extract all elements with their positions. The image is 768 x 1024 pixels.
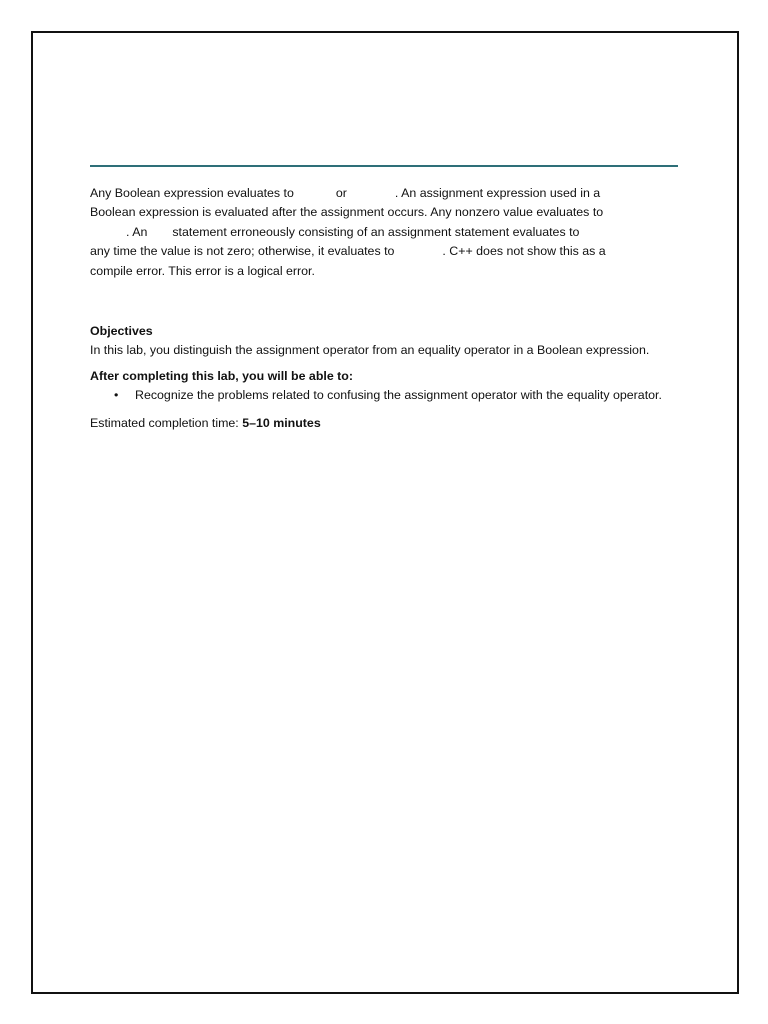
list-item-text: Recognize the problems related to confusing the assignment operator with the equality operator. [135, 388, 662, 403]
objectives-text: In this lab, you distinguish the assignment operator from an equality operator in a Boolean expression. [90, 343, 650, 358]
intro-text: . An [126, 224, 148, 239]
outcomes-heading: After completing this lab, you will be able to: [90, 368, 353, 383]
intro-line-1 [90, 184, 678, 203]
intro-line-5: compile error. This error is a logical error. [90, 263, 315, 278]
intro-text: or [335, 186, 347, 200]
estimated-time-value: 5–10 minutes [242, 415, 321, 430]
objectives-heading: Objectives [90, 323, 153, 338]
outcomes-section [90, 367, 678, 406]
intro-text: any time the value is not zero; otherwise, it evaluates to [90, 244, 395, 259]
intro-line-2: Boolean expression is evaluated after the assignment occurs. Any nonzero value evaluates to [90, 205, 604, 220]
estimated-time [90, 414, 678, 433]
bullet-icon: • [114, 388, 119, 403]
estimated-time-label: Estimated completion time: [90, 415, 243, 430]
intro-line-4 [90, 242, 678, 261]
intro-text: . C++ does not show this as a [442, 244, 606, 259]
list-item [90, 386, 678, 405]
header-rule [90, 165, 678, 167]
intro-text: statement erroneously consisting of an assignment statement evaluates to [172, 224, 580, 239]
page-border [31, 31, 739, 994]
objectives-section [90, 322, 678, 361]
intro-line-3 [90, 223, 678, 242]
intro-paragraph [90, 184, 678, 281]
intro-text: . An assignment expression used in a [394, 186, 601, 200]
document-body [90, 184, 678, 433]
intro-text: Any Boolean expression evaluates to [90, 186, 294, 200]
outcomes-list [90, 386, 678, 405]
